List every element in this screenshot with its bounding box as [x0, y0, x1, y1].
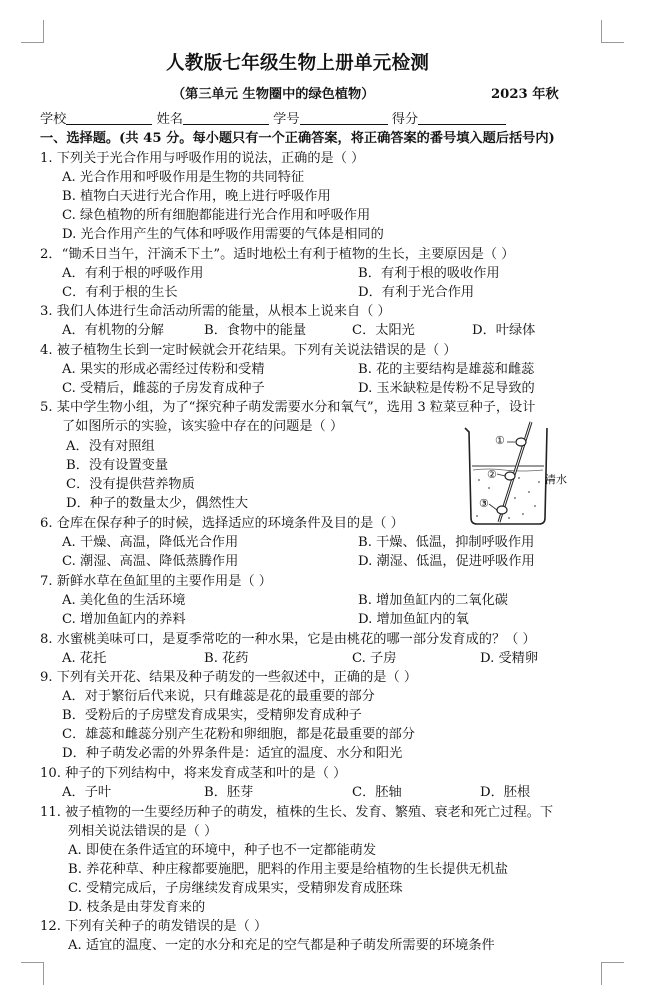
option: B．受粉后的子房壁发育成果实，受精卵发育成种子 [62, 708, 362, 723]
page-title: 人教版七年级生物上册单元检测 [166, 53, 430, 74]
question-stem: 2．“锄禾日当午，汗滴禾下土”。适时地松土有利于植物的生长，主要原因是（ ） [40, 247, 515, 262]
crop-mark-bottom-left [21, 962, 44, 985]
school-blank[interactable] [66, 110, 152, 125]
option: C. 绿色植物的所有细胞都能进行光合作用和呼吸作用 [62, 208, 371, 223]
score-label: 得分 [391, 112, 419, 127]
option: B. 养花种草、种庄稼都要施肥，肥料的作用主要是给植物的生长提供无机盐 [68, 862, 509, 877]
question-stem: 6. 仓库在保存种子的时候，选择适应的环境条件及目的是（ ） [40, 516, 404, 531]
option: D．叶绿体 [472, 323, 536, 338]
question-stem: 4. 被子植物生长到一定时候就会开花结果。下列有关说法错误的是（ ） [40, 343, 457, 358]
water-label: 清水 [545, 473, 567, 486]
option: C. 子房 [352, 651, 397, 666]
school-label: 学校 [40, 112, 67, 127]
option: A. 干燥、高温，降低光合作用 [62, 535, 239, 550]
option: D．种子的数量太少，偶然性大 [66, 496, 249, 511]
option: A. 果实的形成必需经过传粉和受精 [62, 362, 265, 377]
option: C. 潮湿、高温、降低蒸腾作用 [62, 554, 239, 569]
option: C. 受精完成后，子房继续发育成果实，受精卵发育成胚珠 [68, 881, 403, 896]
option: B．食物中的能量 [204, 323, 307, 338]
section-heading: 一、选择题。(共 45 分。每小题只有一个正确答案，将正确答案的番号填入题后括号内) [40, 131, 555, 146]
option: C．有利于根的生长 [62, 285, 178, 300]
option: B. 干燥、低温，抑制呼吸作用 [358, 535, 535, 550]
option: A．子叶 [62, 785, 112, 800]
option: A. 花托 [62, 651, 107, 666]
option: B. 花药 [204, 651, 249, 666]
seed-label-3: ③ [479, 497, 489, 510]
name-label: 姓名 [156, 112, 183, 127]
option: B．胚芽 [204, 785, 254, 800]
option: B. 花的主要结构是雄蕊和雌蕊 [358, 362, 535, 377]
option: C．雄蕊和雌蕊分别产生花粉和卵细胞，都是花最重要的部分 [62, 727, 415, 742]
option: C. 受精后，雌蕊的子房发育成种子 [62, 381, 265, 396]
question-stem: 12. 下列有关种子的萌发错误的是（ ） [40, 919, 268, 934]
question-stem: 9. 下列有关开花、结果及种子萌发的一些叙述中，正确的是（ ） [40, 670, 418, 685]
name-blank[interactable] [183, 110, 269, 125]
option: B．没有设置变量 [66, 458, 169, 473]
option: A．对于繁衍后代来说，只有雌蕊是花的最重要的部分 [62, 689, 375, 704]
term-year: 2023 年秋 [491, 87, 559, 102]
unit-subtitle: （第三单元 生物圈中的绿色植物） [172, 87, 375, 102]
option: A. 美化鱼的生活环境 [62, 593, 186, 608]
question-stem: 7. 新鲜水草在鱼缸里的主要作用是（ ） [40, 574, 272, 589]
option: D. 玉米缺粒是传粉不足导致的 [358, 381, 535, 396]
seed-label-2: ② [487, 468, 497, 481]
option: C．胚轴 [352, 785, 402, 800]
question-stem-continued: 了如图所示的实验，该实验中存在的问题是（ ） [62, 419, 344, 434]
question-stem: 11. 被子植物的一生要经历种子的萌发，植株的生长、发育、繁殖、衰老和死亡过程。下 [40, 805, 554, 820]
option: C．太阳光 [352, 323, 415, 338]
option: D. 潮湿、低温，促进呼吸作用 [358, 554, 535, 569]
crop-mark-top-right [601, 20, 624, 43]
option: D．种子萌发必需的外界条件是：适宜的温度、水分和阳光 [62, 746, 403, 761]
question-stem: 1. 下列关于光合作用与呼吸作用的说法，正确的是（ ） [40, 151, 365, 166]
question-stem: 8. 水蜜桃美味可口，是夏季常吃的一种水果，它是由桃花的哪一部分发育成的？（ ） [40, 632, 536, 647]
option: A. 适宜的温度、一定的水分和充足的空气都是种子萌发所需要的环境条件 [68, 938, 495, 953]
option: A．有机物的分解 [62, 323, 164, 338]
option: D. 光合作用产生的气体和呼吸作用需要的气体是相同的 [62, 227, 384, 242]
score-blank[interactable] [418, 110, 506, 125]
question-stem: 10. 种子的下列结构中，将来发育成茎和叶的是（ ） [40, 766, 347, 781]
seed-label-1: ① [495, 434, 505, 447]
option: C．没有提供营养物质 [66, 477, 195, 492]
option: B．有利于根的吸收作用 [358, 266, 500, 281]
number-label: 学号 [273, 112, 300, 127]
seed-experiment-figure [459, 418, 573, 528]
crop-mark-bottom-right [601, 962, 624, 985]
question-stem-continued: 列相关说法错误的是（ ） [68, 824, 218, 839]
option: B. 植物白天进行光合作用，晚上进行呼吸作用 [62, 189, 331, 204]
option: D. 受精卵 [480, 651, 539, 666]
option: D. 增加鱼缸内的氧 [358, 612, 469, 627]
question-stem: 3. 我们人体进行生命活动所需的能量，从根本上说来自（ ） [40, 304, 391, 319]
option: D. 枝条是由芽发育来的 [68, 900, 206, 915]
question-stem: 5. 某中学生物小组，为了“探究种子萌发需要水分和氧气”，选用 3 粒菜豆种子，设计 [40, 400, 536, 415]
option: C. 增加鱼缸内的养料 [62, 612, 186, 627]
number-blank[interactable] [300, 110, 388, 125]
student-info-row [40, 110, 506, 129]
option: A．没有对照组 [66, 439, 155, 454]
option: A．有利于根的呼吸作用 [62, 266, 204, 281]
option: A. 光合作用和呼吸作用是生物的共同特征 [62, 170, 305, 185]
option: B. 增加鱼缸内的二氧化碳 [358, 593, 508, 608]
crop-mark-top-left [21, 20, 44, 43]
option: A. 即使在条件适宜的环境中，种子也不一定都能萌发 [68, 843, 377, 858]
option: D．胚根 [480, 785, 531, 800]
option: D．有利于光合作用 [358, 285, 475, 300]
